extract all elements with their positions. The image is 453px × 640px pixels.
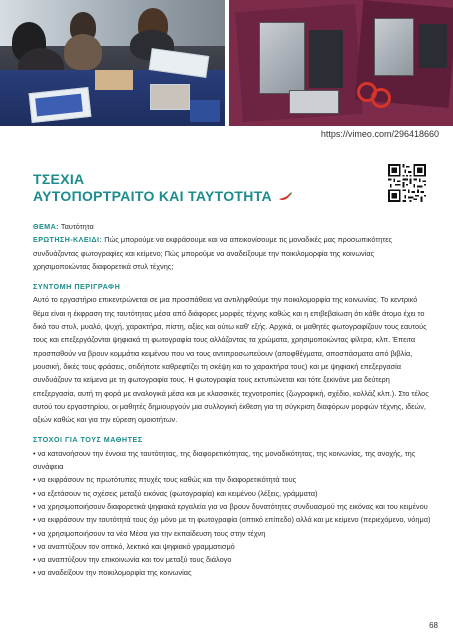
header-photos — [0, 0, 453, 126]
key-questions-text: Πώς μπορούμε να εκφράσουμε και να απεικονίσουμε τις μοναδικές μας προσωπικότητες συνδυάζοντας φωτογραφίες και κείμενο; Πώς μπορούμε να αναδείξουμε την ποικιλομορφία της κοινωνίας χρησιμοποιώντας διαφορετικά στυλ τέχνης; — [33, 235, 393, 271]
chili-pepper-icon — [278, 192, 292, 201]
summary-text: Αυτό το εργαστήριο επικεντρώνεται σε μια προσπάθεια να αντιληφθούμε την ποικιλομορφία της κοινωνίας. Το κεντρικό θέμα είναι η έκφραση της ταυτότητας μέσα από διάφορες μορφές τέχνης καθώς και η επιβεβαίωση ότι κάθε άτομο έχει το δικό του στυλ, μυαλό, ψυχή, χαρακτήρα, πίστη, αξίες και ούτω καθ' εξής. Αρχικά, οι μαθητές φωτογραφίζουν τους εαυτούς τους και επεξεργάζονται ψηφιακά τη φωτογραφία τους αλλάζοντας τα χρώματα, χρησιμοποιώντας φίλτρα, κλπ. Έπειτα προσπαθούν να βρουν κομμάτια κειμένου που να τους αντιπροσωπεύουν (αποφθέγματα, αποσπάσματα από βιβλία, μουσική, δικές τους φράσεις, οτιδήποτε καθρεφτίζει τη σκέψη και το χαρακτήρα τους) και με ψηφιακή επεξεργασία συνδυάζουν τα κείμενα με τη φωτογραφία τους. Η φωτογραφία τους εκτυπώνεται και τότε ξεκινάνε μια δεύτερη επεξεργασία, αυτή τη φορά με αναλογικά μέσα και με κλασσικές τεχνοτροπίες (ζωγραφική, σχέδιο, κολλάζ κλπ.). Στο τέλος αυτού του εργαστηρίου, οι μαθητές δημιουργούν μια συλλογική έκθεση για τη σύγκριση διαφόρων μορφών τέχνης, ιδεών, αξιών καθώς και για την εύρεση ομοιοτήτων. — [33, 295, 429, 425]
workshop-title-text: ΑΥΤΟΠΟΡΤΡΑΙΤΟ ΚΑΙ ΤΑΥΤΟΤΗΤΑ — [33, 188, 272, 204]
theme-value: Ταυτότητα — [60, 222, 94, 231]
list-item: • να εκφράσουν τις πρωτότυπες πτυχές τους καθώς και την διαφορετικότητά τους — [33, 475, 297, 485]
list-item: • να αναδείξουν την ποικιλομορφία της κοινωνίας — [33, 568, 192, 578]
list-item: • να αναπτύξουν την επικοινωνία και τον μεταξύ τους διάλογο — [33, 555, 232, 565]
workshop-content — [33, 220, 431, 587]
video-link[interactable]: https://vimeo.com/296418660 — [320, 129, 439, 139]
key-questions — [33, 233, 431, 273]
list-item: • να εξετάσουν τις σχέσεις μεταξύ εικόνας (φωτογραφία) και κειμένου (λέξεις, γράμματα) — [33, 488, 318, 498]
artwork-photo — [229, 0, 453, 126]
list-item: • να κατανοήσουν την έννοια της ταυτότητας, της διαφορετικότητας, της μοναδικότητας, της κοινωνίας, της ανοχής, της συνάφεια — [33, 448, 416, 472]
goals-list — [33, 447, 431, 580]
goals-heading: ΣΤΟΧΟΙ ΓΙΑ ΤΟΥΣ ΜΑΘΗΤΕΣ — [33, 435, 143, 445]
page-number: 68 — [429, 621, 438, 630]
theme-label: ΘΕΜΑ: — [33, 222, 59, 231]
classroom-photo — [0, 0, 225, 126]
page-title — [33, 171, 292, 204]
country-title: ΤΣΕΧΙΑ — [33, 171, 85, 187]
list-item: • να χρησιμοποιήσουν διαφορετικά ψηφιακά εργαλεία για να βρουν δυνατότητες συνδυασμού της εικόνας και του κειμένου — [33, 501, 428, 511]
qr-code[interactable] — [388, 164, 426, 202]
theme-block — [33, 220, 431, 273]
list-item: • να εκφράσουν την ταυτότητά τους όχι μόνο με τη φωτογραφία (οπτικό επίπεδο) αλλά και με κείμενο (περιεχόμενο, νόημα) — [33, 515, 431, 525]
list-item: • να χρησιμοποιήσουν τα νέα Μέσα για την εκπαίδευση τους στην τέχνη — [33, 528, 266, 538]
list-item: • να αναπτύξουν τον οπτικό, λεκτικό και ψηφιακό γραμματισμό — [33, 541, 235, 551]
summary-block — [33, 280, 431, 426]
goals-block — [33, 433, 431, 579]
key-questions-label: ΕΡΩΤΗΣΗ-ΚΛΕΙΔΙ: — [33, 235, 103, 245]
summary-heading: ΣΥΝΤΟΜΗ ΠΕΡΙΓΡΑΦΗ — [33, 282, 121, 292]
workshop-title — [33, 188, 292, 204]
